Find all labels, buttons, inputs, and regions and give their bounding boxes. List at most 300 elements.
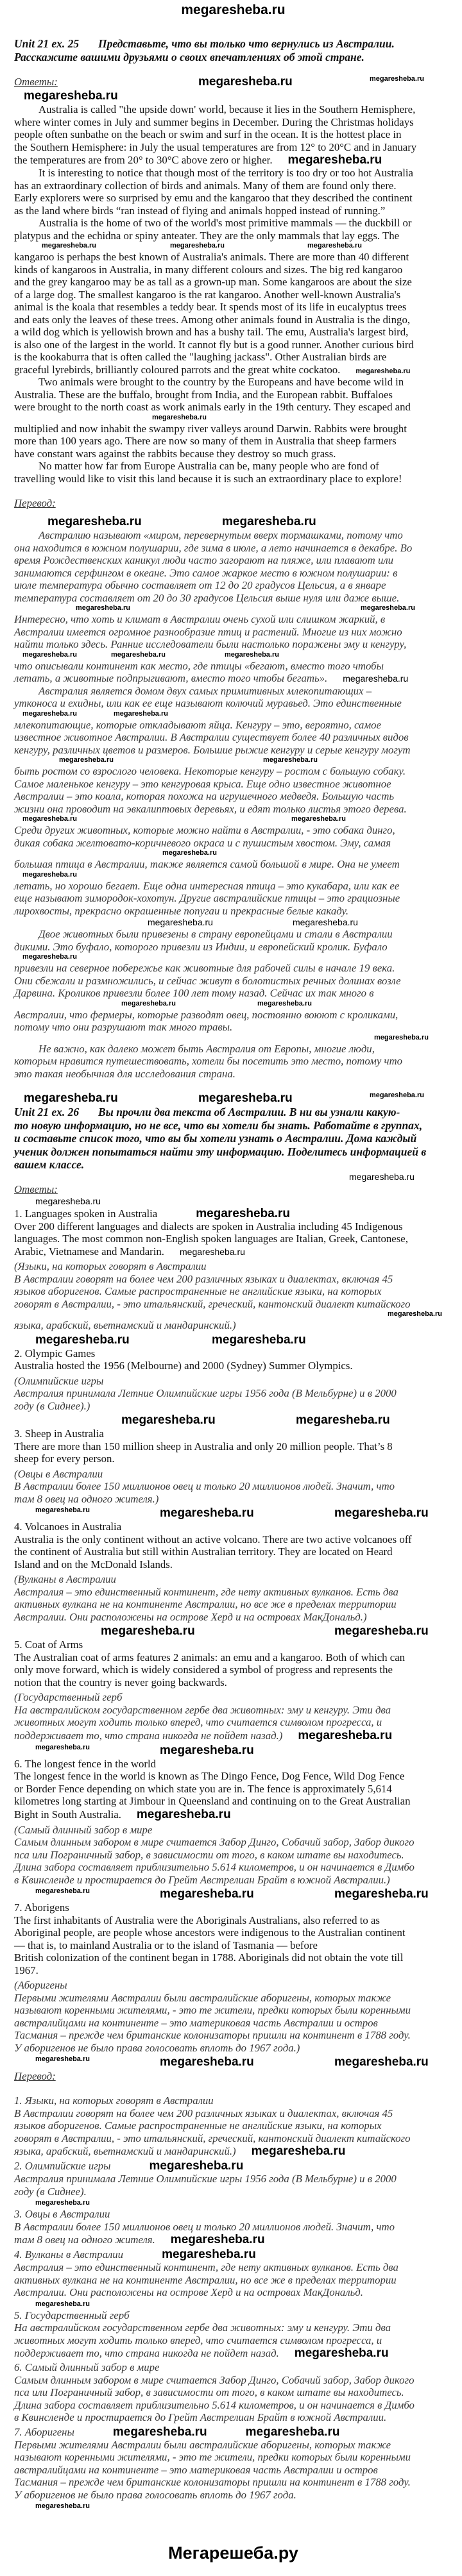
site-watermark: megaresheba.ru bbox=[160, 1506, 254, 1520]
text-line bbox=[14, 1319, 452, 1332]
text-line bbox=[14, 1558, 452, 1571]
text-line-content: июле температура обычно составляет от 12 до 20 градусов Цельсия, а в январе bbox=[14, 579, 386, 591]
item-title: 6. Самый длинный забор в мире bbox=[14, 2361, 160, 2373]
item-title: 3. Овцы в Австралии bbox=[14, 2208, 110, 2220]
site-watermark: megaresheba.ru bbox=[361, 604, 415, 612]
item-russian bbox=[14, 1273, 452, 1332]
watermark-row bbox=[14, 2502, 452, 2511]
text-line bbox=[14, 2399, 452, 2412]
text-line-content: говорят в Австралии, - это итальянский, греческий, кантонский диалект китайского bbox=[14, 1297, 411, 1310]
text-line-content: там 8 овец на одного жителя. bbox=[14, 2234, 155, 2246]
text-line bbox=[14, 423, 452, 435]
exercise-number: Unit 21 ex. 25 bbox=[14, 37, 80, 50]
text-line bbox=[14, 2173, 452, 2185]
text-line-content: Первыми жителями Австралии были австралийские аборигены, которых также bbox=[14, 2438, 391, 2451]
translation-item bbox=[14, 2248, 452, 2299]
task-text: Вы прочли два текста об Австралии. В ни вы узнали какую- bbox=[98, 1106, 400, 1118]
site-watermark: megaresheba.ru bbox=[370, 1091, 424, 1099]
text-line bbox=[14, 264, 452, 276]
translation-item bbox=[14, 2361, 452, 2424]
site-watermark: megaresheba.ru bbox=[59, 756, 114, 764]
site-watermark: megaresheba.ru bbox=[225, 650, 279, 659]
item-text bbox=[14, 2439, 452, 2502]
site-watermark: megaresheba.ru bbox=[35, 1506, 90, 1514]
watermark-row bbox=[14, 1887, 452, 1901]
text-line-content: ученик должен попытаться найти эту информацию. Поделитесь информацией в bbox=[14, 1145, 427, 1158]
text-line bbox=[14, 803, 452, 816]
text-line-content: языков аборигенов. Самые распространенные не английские языки, на которых bbox=[14, 1285, 382, 1297]
text-line bbox=[14, 389, 452, 401]
answer-item bbox=[14, 1427, 452, 1505]
text-line-content: the Southern Hemisphere: in July the usual temperatures are from 12° to 20°C and in January bbox=[14, 140, 417, 153]
text-line-content: Австралия является домом двух самых примитивных млекопитающих – bbox=[38, 684, 372, 697]
text-line bbox=[14, 790, 452, 803]
site-watermark: megaresheba.ru bbox=[263, 756, 318, 764]
text-line bbox=[14, 941, 452, 954]
text-line-content: Австралии имеется огромное разнообразие птиц и растений. Многие из них можно bbox=[14, 625, 402, 638]
text-line-content: найти только здесь. Ранние исследователи были настолько поражены эму и кенгуру, bbox=[14, 638, 407, 650]
text-line bbox=[14, 1586, 452, 1599]
item-english bbox=[14, 1220, 452, 1258]
text-line bbox=[14, 2346, 452, 2360]
text-line bbox=[14, 364, 452, 376]
item-title: 7. Aborigens bbox=[14, 1901, 69, 1914]
text-line-content: Australia. These are the buffalo, brought from India, and the European rabbit. Buffaloes bbox=[14, 388, 393, 401]
site-watermark: megaresheba.ru bbox=[355, 367, 411, 375]
text-line-content: Австралии. Они расположены на острове Херд и на островах МакДональд. bbox=[14, 2286, 363, 2298]
text-line bbox=[14, 2439, 452, 2452]
item-russian-title: (Аборигены bbox=[14, 1979, 67, 1991]
site-watermark: megaresheba.ru bbox=[196, 1206, 291, 1220]
text-line bbox=[14, 2029, 452, 2042]
text-line-content: The first inhabitants of Australia were the Aboriginals Australians, also referred to as bbox=[14, 1914, 380, 1926]
text-line-content: В Австралии более 150 миллионов овец и только 20 миллионов людей. Значит, что bbox=[14, 1480, 395, 1492]
site-watermark: megaresheba.ru bbox=[111, 650, 166, 659]
text-line-content: Australia is called "the upside down' world, because it lies in the Southern Hemisphere, bbox=[38, 103, 416, 115]
item-english bbox=[14, 1914, 452, 1977]
text-line-content: the temperatures are from 20° to 30°C above zero or higher. bbox=[14, 154, 273, 166]
text-line-content: большая птица в Австралии, также является самой большой в мире. Она не умеет bbox=[14, 858, 400, 870]
text-line-content: в Квинсленде и простирается до Грейт Австрелиан Брайт в южной Австралии.) bbox=[14, 1873, 390, 1886]
text-line-content: Arabic, Vietnamese and Mandarin. bbox=[14, 1245, 165, 1258]
text-line bbox=[14, 837, 452, 850]
text-line-content: or Border Fence depending on which state you are in. The fence is approximately 5,614 bbox=[14, 1782, 392, 1795]
text-line bbox=[14, 554, 452, 567]
text-line bbox=[14, 1068, 452, 1081]
text-line-content: дикая собака желтовато-коричневого окраса и с пушистым хвостом. Эму, самая bbox=[14, 836, 391, 849]
text-line-content: a wild dog which is yellowish brown and has a bushy tail. The emu, Australia's largest bird, bbox=[14, 326, 409, 338]
site-watermark: megaresheba.ru bbox=[22, 870, 77, 879]
site-watermark: megaresheba.ru bbox=[291, 815, 346, 823]
translation-label: Перевод: bbox=[14, 2070, 56, 2082]
watermark-row bbox=[14, 242, 452, 251]
text-line-content: Bight in South Australia. bbox=[14, 1808, 121, 1821]
text-line bbox=[14, 579, 452, 592]
text-line-content: of a large dog. The smallest kangaroo is the rat kangaroo. Another well-known Australia's bbox=[14, 288, 401, 301]
watermark-row bbox=[14, 515, 452, 529]
item-english bbox=[14, 1440, 452, 1465]
text-line-content: и составьте список того, что вы бы хотели узнать о Австралии. Дома каждый bbox=[14, 1132, 417, 1145]
text-line bbox=[14, 376, 452, 389]
text-line-content: млекопитающие, которые откладывают яйца. Кенгуру – это, вероятно, самое bbox=[14, 718, 381, 731]
text-line-content: It is interesting to notice that though most of the territory is too dry or too hot Australia bbox=[38, 167, 413, 179]
text-line-content: активных вулкана не на континенте Австралии, но все же в пределах территории bbox=[14, 1598, 397, 1610]
item-title: 4. Volcanoes in Australia bbox=[14, 1520, 122, 1533]
site-watermark: megaresheba.ru bbox=[24, 1091, 118, 1105]
site-watermark: megaresheba.ru bbox=[222, 515, 316, 528]
text-line-content: Австралии. Они расположены на острове Херд и на островах МакДональд.) bbox=[14, 1610, 367, 1623]
text-line-content: Интересно, что хоть и климат в Австралии очень сухой или слишком жаркий, в bbox=[14, 613, 386, 625]
text-line bbox=[14, 1533, 452, 1546]
text-line-content: sheep for every person. bbox=[14, 1452, 115, 1465]
site-watermark: megaresheba.ru bbox=[152, 413, 207, 421]
text-line bbox=[14, 192, 452, 205]
text-line bbox=[14, 1119, 452, 1132]
watermark-row bbox=[14, 756, 452, 765]
text-line bbox=[14, 1009, 452, 1022]
text-line-content: Самым длинным забором в мире считается Забор Динго, Собачий забор, Забор дикого bbox=[14, 2373, 415, 2386]
site-watermark: megaresheba.ru bbox=[24, 89, 118, 103]
site-watermark: megaresheba.ru bbox=[293, 917, 358, 927]
text-line-content: Двое животных были привезены в страну европейцами и стали в Австралии bbox=[38, 928, 393, 940]
text-line-content: языка, арабский, вьетнамский и мандаринский.) bbox=[14, 1319, 236, 1331]
translation-item bbox=[14, 2094, 452, 2158]
item-title: 3. Sheep in Australia bbox=[14, 1427, 104, 1440]
text-line bbox=[14, 1783, 452, 1796]
site-watermark: megaresheba.ru bbox=[198, 1091, 293, 1105]
item-text bbox=[14, 2221, 452, 2247]
text-line bbox=[14, 1926, 452, 1939]
site-watermark: megaresheba.ru bbox=[22, 953, 77, 961]
text-line bbox=[14, 1233, 452, 1245]
text-line bbox=[14, 1939, 452, 1952]
text-line-content: Среди других животных, которые можно найти в Австралии, - это собака динго, bbox=[14, 824, 395, 836]
text-line bbox=[14, 2334, 452, 2347]
text-line bbox=[14, 1273, 452, 1286]
watermark-row bbox=[14, 651, 452, 660]
item-text bbox=[14, 2173, 452, 2198]
text-line-content: там 8 овец на одного жителя.) bbox=[14, 1492, 159, 1505]
site-watermark: megaresheba.ru bbox=[121, 999, 176, 1007]
text-line-content: and eats only the leaves of these trees. Among other animals found in Australia is the dingo, bbox=[14, 313, 411, 326]
text-line bbox=[14, 167, 452, 180]
site-watermark: megaresheba.ru bbox=[343, 673, 409, 684]
text-line bbox=[14, 1849, 452, 1862]
russian-translation-text bbox=[14, 529, 452, 1080]
text-line bbox=[14, 289, 452, 301]
text-line-content: время Рождественских каникул люди часто загорают на пляже, или плавают или bbox=[14, 554, 394, 566]
text-line bbox=[14, 2017, 452, 2030]
text-line-content: more than 100 years ago. There are now so many of them in Australia that sheep farmers bbox=[14, 435, 397, 447]
watermark-row bbox=[14, 414, 452, 423]
text-line-content: летать, но хорошо бегает. Еще одна интересная птица – это кукабара, или как ее bbox=[14, 879, 400, 892]
site-watermark: megaresheba.ru bbox=[298, 1728, 393, 1742]
answers-label: Ответы: bbox=[14, 76, 58, 88]
text-line bbox=[14, 1992, 452, 2005]
text-line bbox=[14, 401, 452, 414]
item-english bbox=[14, 1533, 452, 1571]
text-line-content: Австралию называют «миром, перевернутым вверх тормашками, потому что bbox=[38, 529, 403, 541]
item-russian bbox=[14, 1586, 452, 1624]
text-line bbox=[14, 1043, 452, 1056]
text-line-content: языков аборигенов. Самые распространенные не английские языки, на которых bbox=[14, 2119, 382, 2132]
text-line bbox=[14, 460, 452, 473]
text-line-content: is the kookaburra that is often called the "laughing jackass". Other Australian birds are bbox=[14, 351, 387, 363]
site-watermark: megaresheba.ru bbox=[257, 999, 312, 1007]
site-watermark: megaresheba.ru bbox=[22, 709, 77, 718]
text-line-content: Австралия – это единственный континент, где нету активных вулканов. Есть два bbox=[14, 2261, 398, 2273]
exercise-number: Unit 21 ex. 26 bbox=[14, 1106, 80, 1118]
answer-item bbox=[14, 1207, 452, 1332]
text-line-content: вашем классе. bbox=[14, 1158, 85, 1171]
exercise-26-task bbox=[14, 1106, 452, 1172]
text-line bbox=[14, 824, 452, 837]
text-line-content: languages. The most common non-English spoken languages are Italian, Greek, Cantonese, bbox=[14, 1233, 408, 1245]
text-line-content: and the grey kangaroo may be as tall as a grown-up man. Some kangaroos are about the size bbox=[14, 276, 412, 288]
text-line bbox=[14, 448, 452, 460]
text-line-content: В Австралии говорят на более чем 200 различных языках и диалектах, включая 45 bbox=[14, 2107, 393, 2119]
watermark-row bbox=[14, 2055, 452, 2069]
text-line bbox=[14, 180, 452, 192]
text-line bbox=[14, 2107, 452, 2120]
site-watermark: megaresheba.ru bbox=[374, 1033, 429, 1041]
text-line-content: Island and on the McDonald Islands. bbox=[14, 1558, 173, 1570]
text-line bbox=[14, 613, 452, 626]
text-line bbox=[14, 685, 452, 698]
translation-item bbox=[14, 2159, 452, 2198]
text-line bbox=[14, 2321, 452, 2334]
watermark-row bbox=[14, 1034, 452, 1043]
text-line bbox=[14, 1964, 452, 1977]
site-watermark: megaresheba.ru bbox=[388, 1310, 442, 1318]
text-line-content: жизни она проводит на эвкалиптовых деревьях, и едят только листья этого дерева. bbox=[14, 802, 407, 815]
answer-items bbox=[14, 1207, 452, 2070]
text-line-content: австралийцами на континенте – это материковая часть Австралии и остров bbox=[14, 2016, 378, 2029]
footer-brand: Мегарешеба.ру bbox=[168, 2543, 298, 2563]
text-line-content: У аборигенов не было права голосовать вплоть до 1967 года. bbox=[14, 2488, 296, 2501]
text-line bbox=[14, 2004, 452, 2017]
text-line bbox=[14, 2286, 452, 2299]
text-line-content: то новую информацию, но не все, что вы хотели бы знать. Работайте в группах, bbox=[14, 1118, 423, 1132]
text-line bbox=[14, 962, 452, 975]
text-line bbox=[14, 719, 452, 732]
site-watermark: megaresheba.ru bbox=[170, 242, 225, 249]
item-title: 5. Coat of Arms bbox=[14, 1638, 83, 1651]
text-line bbox=[14, 1914, 452, 1927]
text-line-content: Австралия принимала Летние Олимпийские игры 1956 года (В Мельбурне) и в 2000 bbox=[14, 1387, 397, 1399]
paragraph bbox=[14, 529, 452, 685]
title-text: 1. Languages spoken in Australia bbox=[14, 1207, 158, 1220]
text-line bbox=[14, 2233, 452, 2246]
text-line bbox=[14, 1360, 452, 1372]
text-line bbox=[14, 1676, 452, 1689]
text-line-content: пса или Пограничный забор, в зависимости от того, в каком штате вы находитесь. bbox=[14, 1848, 404, 1861]
text-line bbox=[14, 2132, 452, 2145]
text-line bbox=[14, 592, 452, 605]
text-line bbox=[14, 1132, 452, 1145]
item-russian bbox=[14, 1992, 452, 2055]
text-line-content: Aboriginal people, are people whose ancestors were indigenous to the Australian continent bbox=[14, 1926, 406, 1939]
text-line-content: поддерживает то, что страна никогда не пойдет назад. bbox=[14, 2347, 279, 2359]
site-watermark: megaresheba.ru bbox=[148, 917, 213, 927]
answer-item bbox=[14, 1347, 452, 1413]
item-russian-title: (Государственный герб bbox=[14, 1691, 123, 1703]
translation-items bbox=[14, 2094, 452, 2511]
text-line-content: лирохвосты, прекрасно окрашенные попугаи и прекрасные белые какаду. bbox=[14, 904, 349, 917]
text-line-content: языка, арабский, вьетнамский и мандаринский.) bbox=[14, 2145, 236, 2157]
site-watermark: megaresheba.ru bbox=[35, 2502, 90, 2510]
text-line bbox=[14, 626, 452, 639]
text-line bbox=[14, 1598, 452, 1611]
text-line bbox=[14, 1298, 452, 1311]
text-line bbox=[14, 2476, 452, 2489]
text-line bbox=[14, 1480, 452, 1493]
text-line bbox=[14, 2274, 452, 2287]
english-answer-text bbox=[14, 103, 452, 485]
text-line-content: where winter comes in July and summer begins in December. During the Christmas holidays bbox=[14, 115, 414, 128]
site-watermark: megaresheba.ru bbox=[160, 2055, 254, 2069]
text-line-content: were brought to the north coast as work animals early in the 19th century. They escaped and bbox=[14, 401, 411, 413]
text-line-content: has an extraordinary collection of birds and animals. Many of them are found only there. bbox=[14, 179, 397, 192]
site-watermark: megaresheba.ru bbox=[198, 75, 293, 88]
text-line bbox=[14, 1704, 452, 1717]
watermark-row bbox=[14, 1196, 452, 1207]
site-watermark: megaresheba.ru bbox=[42, 242, 96, 249]
text-line bbox=[14, 987, 452, 1000]
text-line bbox=[14, 276, 452, 289]
text-line-content: кенгуру, различных цветов и размеров. Большие рыжие кенгуру и серые кенгуру могут bbox=[14, 743, 411, 756]
text-line-content: быть ростом со взрослого человека. Некоторые кенгуру – ростом с большую собаку. bbox=[14, 765, 406, 777]
text-line-content: kilometres long starting at Jimbour in Queensland and continuing on to the Great Australian bbox=[14, 1795, 411, 1807]
site-watermark: megaresheba.ru bbox=[251, 2144, 346, 2158]
text-line-content: известное животное Австралии. В Австралии существует более 40 различных видов bbox=[14, 731, 409, 743]
text-line bbox=[14, 660, 452, 673]
watermark-row bbox=[14, 871, 452, 880]
paragraph bbox=[14, 167, 452, 217]
text-line-content: travelling would like to visit this land because it is such an extraordinary place to explore! bbox=[14, 472, 402, 485]
text-line bbox=[14, 975, 452, 988]
site-watermark: megaresheba.ru bbox=[47, 515, 142, 528]
text-line bbox=[14, 1729, 452, 1742]
text-line-content: температура составляет от 20 до 30 градусов Цельсия выше нуля или даже выше. bbox=[14, 591, 400, 604]
text-line-content: Over 200 different languages and dialects are spoken in Australia including 45 Indigenous bbox=[14, 1220, 403, 1233]
site-watermark: megaresheba.ru bbox=[121, 1413, 216, 1427]
item-text bbox=[14, 2107, 452, 2159]
text-line-content: people often sunbathe on the beach or swim and surf in the ocean. It is the hottest place in bbox=[14, 128, 402, 140]
task-text bbox=[14, 1119, 452, 1172]
text-line bbox=[14, 230, 452, 242]
text-line bbox=[14, 1770, 452, 1783]
text-line-content: она находится в южном полушарии, где зима в июле, а лето начинается в декабре. Во bbox=[14, 541, 413, 554]
text-line-content: Two animals were brought to the country by the Europeans and have become wild in bbox=[38, 376, 404, 388]
item-title: 2. Olympic Games bbox=[14, 1347, 96, 1360]
text-line-content: Самым длинным забором в мире считается Забор Динго, Собачий забор, Забор дикого bbox=[14, 1836, 415, 1848]
paragraph bbox=[14, 1043, 452, 1081]
text-line bbox=[14, 435, 452, 448]
item-title bbox=[14, 2425, 452, 2439]
text-line-content: пса или Пограничный забор, в зависимости от того, в каком штате вы находитесь. bbox=[14, 2386, 404, 2398]
site-watermark: megaresheba.ru bbox=[35, 1743, 90, 1751]
text-line-content: дикими. Это буфало, которого привезли из Индии, и европейский кролик. Буфало bbox=[14, 940, 388, 953]
watermark-row bbox=[14, 815, 452, 824]
site-watermark: megaresheba.ru bbox=[334, 1624, 429, 1638]
text-line bbox=[14, 153, 452, 167]
text-line bbox=[14, 928, 452, 941]
text-line-content: На австралийском государственном гербе два животных: эму и кенгуру. Эти два bbox=[14, 2321, 391, 2334]
text-line bbox=[14, 2144, 452, 2158]
text-line bbox=[14, 473, 452, 485]
watermark-row bbox=[14, 1333, 452, 1347]
text-line-content: The longest fence in the world is known as The Dingo Fence, Dog Fence, Wild Dog Fence bbox=[14, 1770, 405, 1782]
text-line bbox=[14, 880, 452, 893]
text-line-content: Длина забора составляет приблизительно 5.614 километров, и он начинается в Димбо bbox=[14, 2398, 415, 2411]
text-line bbox=[14, 567, 452, 580]
text-line-content: привезли на северное побережье как животные для рабочей силы в начале 19 века. bbox=[14, 962, 395, 974]
watermark-row bbox=[14, 75, 452, 89]
text-line-content: году (в Сиднее). bbox=[14, 2185, 87, 2198]
text-line bbox=[14, 858, 452, 871]
text-line-content: Длина забора составляет приблизительно 5.614 километров, и он начинается в Димбо bbox=[14, 1861, 415, 1873]
item-text bbox=[14, 2261, 452, 2299]
text-line bbox=[14, 1545, 452, 1558]
site-watermark: megaresheba.ru bbox=[370, 75, 424, 83]
text-line bbox=[14, 731, 452, 744]
text-line bbox=[14, 1836, 452, 1849]
text-line-content: активных вулкана не на континенте Австралии, но все же в пределах территории bbox=[14, 2273, 397, 2286]
translation-item bbox=[14, 2208, 452, 2246]
site-watermark: megaresheba.ru bbox=[334, 1506, 429, 1520]
text-line-content: Не важно, как далеко может быть Австралия от Европы, многие люди, bbox=[38, 1042, 375, 1055]
text-line-content: kinds of kangaroos in Australia, in many different colours and sizes. The big red kangaroo bbox=[14, 263, 403, 276]
title-text: 2. Олимпийские игры bbox=[14, 2160, 111, 2172]
site-watermark: megaresheba.ru bbox=[22, 815, 77, 823]
text-line bbox=[14, 1440, 452, 1453]
text-line bbox=[14, 1387, 452, 1400]
translation-item bbox=[14, 2309, 452, 2361]
text-line-content: multiplied and now inhabit the swampy river valleys around Darwin. Rabbits were brought bbox=[14, 422, 407, 435]
text-line-content: поддерживает то, что страна никогда не пойдет назад.) bbox=[14, 1729, 283, 1742]
text-line bbox=[14, 672, 452, 685]
text-line bbox=[14, 1021, 452, 1034]
text-line-content: в Квинсленде и простирается до Грейт Австрелиан Брайт в южной Австралии. bbox=[14, 2411, 387, 2423]
text-line-content: British colonization of the continent began in 1788. Aboriginals did not obtain the vote till bbox=[14, 1951, 404, 1964]
site-watermark: megaresheba.ru bbox=[245, 2425, 340, 2439]
watermark-row bbox=[14, 1172, 452, 1183]
watermark-row bbox=[14, 1506, 452, 1520]
text-line bbox=[14, 2386, 452, 2399]
item-russian-title: (Языки, на которых говорят в Австралии bbox=[14, 1260, 207, 1272]
text-line bbox=[14, 128, 452, 141]
text-line bbox=[14, 1951, 452, 1964]
item-title bbox=[14, 2159, 452, 2173]
site-watermark: megaresheba.ru bbox=[334, 1887, 429, 1901]
watermark-row bbox=[14, 1000, 452, 1009]
item-russian-title: (Вулканы в Австралии bbox=[14, 1573, 116, 1585]
text-line-content: graceful lyrebirds, brilliantly coloured parrots and the great white cockatoo. bbox=[14, 363, 341, 376]
site-watermark: megaresheba.ru bbox=[162, 2248, 256, 2261]
text-line bbox=[14, 1795, 452, 1808]
item-title: 6. The longest fence in the world bbox=[14, 1757, 157, 1770]
text-line-content: Australia is the only continent without an active volcano. There are two active volcanoes off bbox=[14, 1533, 412, 1545]
title-text: 7. Аборигены bbox=[14, 2425, 74, 2438]
answer-item bbox=[14, 1758, 452, 1887]
site-watermark: megaresheba.ru bbox=[112, 2425, 207, 2439]
watermark-row bbox=[14, 1091, 452, 1106]
text-line bbox=[14, 2374, 452, 2387]
text-line bbox=[14, 778, 452, 791]
answers-label: Ответы: bbox=[14, 1183, 58, 1195]
watermark-row bbox=[14, 917, 452, 928]
